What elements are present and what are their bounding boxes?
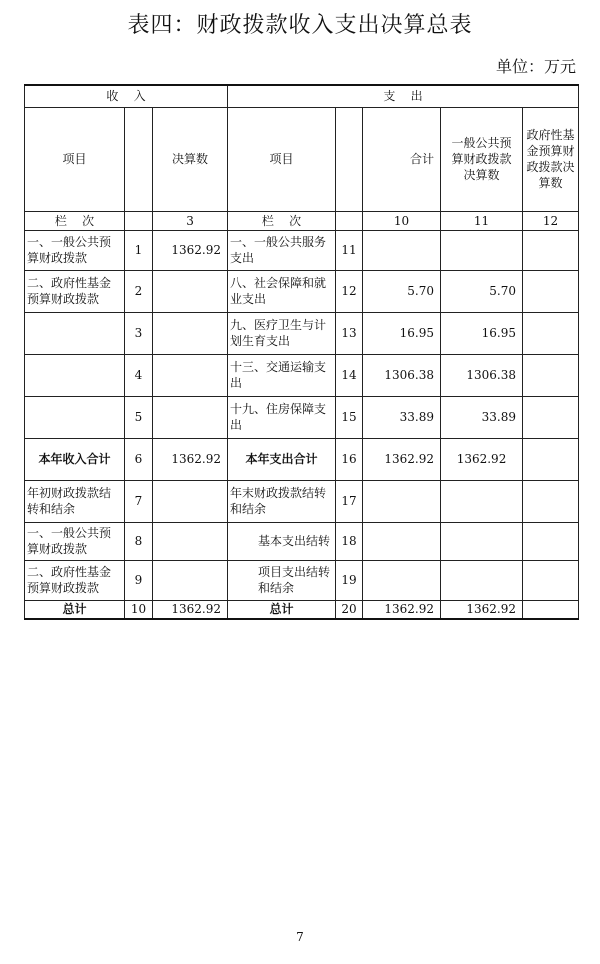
expense-fund [523,480,579,522]
colnum-label2: 栏 次 [228,211,336,230]
income-amount: 1362.92 [153,230,228,270]
expense-fund [523,438,579,480]
expense-general: 1306.38 [441,354,523,396]
expense-no: 18 [336,522,363,560]
unit-label: 单位：万元 [495,57,576,76]
expense-item: 总计 [228,600,336,619]
expense-total [363,560,441,600]
income-no: 2 [125,270,153,312]
income-amount: 1362.92 [153,600,228,619]
income-item: 一、一般公共预算财政拨款 [25,230,125,270]
income-no: 5 [125,396,153,438]
expense-fund [523,600,579,619]
income-amount [153,312,228,354]
income-item: 本年收入合计 [25,438,125,480]
expense-item: 九、医疗卫生与计划生育支出 [228,312,336,354]
income-amount [153,480,228,522]
expense-fund [523,396,579,438]
income-amount [153,560,228,600]
expense-total: 5.70 [363,270,441,312]
income-header: 收 入 [25,85,228,107]
expense-total: 16.95 [363,312,441,354]
income-no: 7 [125,480,153,522]
table-row-total [25,600,579,619]
table-row [25,354,579,396]
expense-total: 1362.92 [363,438,441,480]
column-number-row [25,211,579,230]
col-blank2 [336,107,363,211]
income-item: 年初财政拨款结转和结余 [25,480,125,522]
table-row [25,396,579,438]
income-item [25,396,125,438]
colnum-blank [125,211,153,230]
expense-total: 1362.92 [363,600,441,619]
income-amount [153,354,228,396]
expense-general: 1362.92 [441,438,523,480]
expense-no: 13 [336,312,363,354]
budget-table [24,84,579,620]
expense-no: 12 [336,270,363,312]
expense-general: 33.89 [441,396,523,438]
expense-general: 1362.92 [441,600,523,619]
income-item: 二、政府性基金预算财政拨款 [25,560,125,600]
col-amount: 决算数 [153,107,228,211]
income-item [25,354,125,396]
page-number: 7 [296,930,304,944]
income-no: 6 [125,438,153,480]
header-row-columns [25,107,579,211]
expense-item: 十九、住房保障支出 [228,396,336,438]
colnum-12: 12 [523,211,579,230]
expense-general [441,560,523,600]
expense-total: 33.89 [363,396,441,438]
expense-general [441,480,523,522]
expense-general [441,522,523,560]
income-amount [153,270,228,312]
colnum-3: 3 [153,211,228,230]
expense-general [441,230,523,270]
income-amount [153,396,228,438]
col-total: 合计 [363,107,441,211]
income-no: 1 [125,230,153,270]
income-no: 8 [125,522,153,560]
colnum-10: 10 [363,211,441,230]
page-title: 表四：财政拨款收入支出决算总表 [127,13,473,38]
col-general: 一般公共预算财政拨款决算数 [441,107,523,211]
expense-fund [523,354,579,396]
col-fund: 政府性基金预算财政拨款决算数 [523,107,579,211]
income-amount [153,522,228,560]
expense-header: 支 出 [228,85,579,107]
table-row [25,270,579,312]
table-row [25,312,579,354]
expense-item: 八、社会保障和就业支出 [228,270,336,312]
colnum-label: 栏 次 [25,211,125,230]
expense-fund [523,230,579,270]
expense-total: 1306.38 [363,354,441,396]
income-no: 3 [125,312,153,354]
expense-item: 年末财政拨款结转和结余 [228,480,336,522]
col-item2: 项目 [228,107,336,211]
expense-general: 5.70 [441,270,523,312]
header-row-group [25,85,579,107]
expense-total [363,522,441,560]
expense-fund [523,312,579,354]
income-item: 一、一般公共预算财政拨款 [25,522,125,560]
expense-item: 十三、交通运输支出 [228,354,336,396]
expense-no: 14 [336,354,363,396]
expense-item: 基本支出结转 [228,522,336,560]
expense-no: 17 [336,480,363,522]
expense-no: 11 [336,230,363,270]
expense-no: 19 [336,560,363,600]
income-amount: 1362.92 [153,438,228,480]
expense-general: 16.95 [441,312,523,354]
expense-item: 一、一般公共服务支出 [228,230,336,270]
expense-no: 16 [336,438,363,480]
expense-fund [523,560,579,600]
table-row [25,480,579,522]
colnum-11: 11 [441,211,523,230]
income-item: 二、政府性基金预算财政拨款 [25,270,125,312]
table-row [25,560,579,600]
expense-fund [523,522,579,560]
table-row-subtotal [25,438,579,480]
table-row [25,230,579,270]
col-item: 项目 [25,107,125,211]
expense-no: 20 [336,600,363,619]
expense-item: 项目支出结转和结余 [228,560,336,600]
col-blank [125,107,153,211]
expense-fund [523,270,579,312]
table-row [25,522,579,560]
expense-total [363,480,441,522]
income-no: 9 [125,560,153,600]
expense-item: 本年支出合计 [228,438,336,480]
income-item [25,312,125,354]
income-no: 10 [125,600,153,619]
expense-no: 15 [336,396,363,438]
expense-total [363,230,441,270]
income-item: 总计 [25,600,125,619]
colnum-blank2 [336,211,363,230]
income-no: 4 [125,354,153,396]
